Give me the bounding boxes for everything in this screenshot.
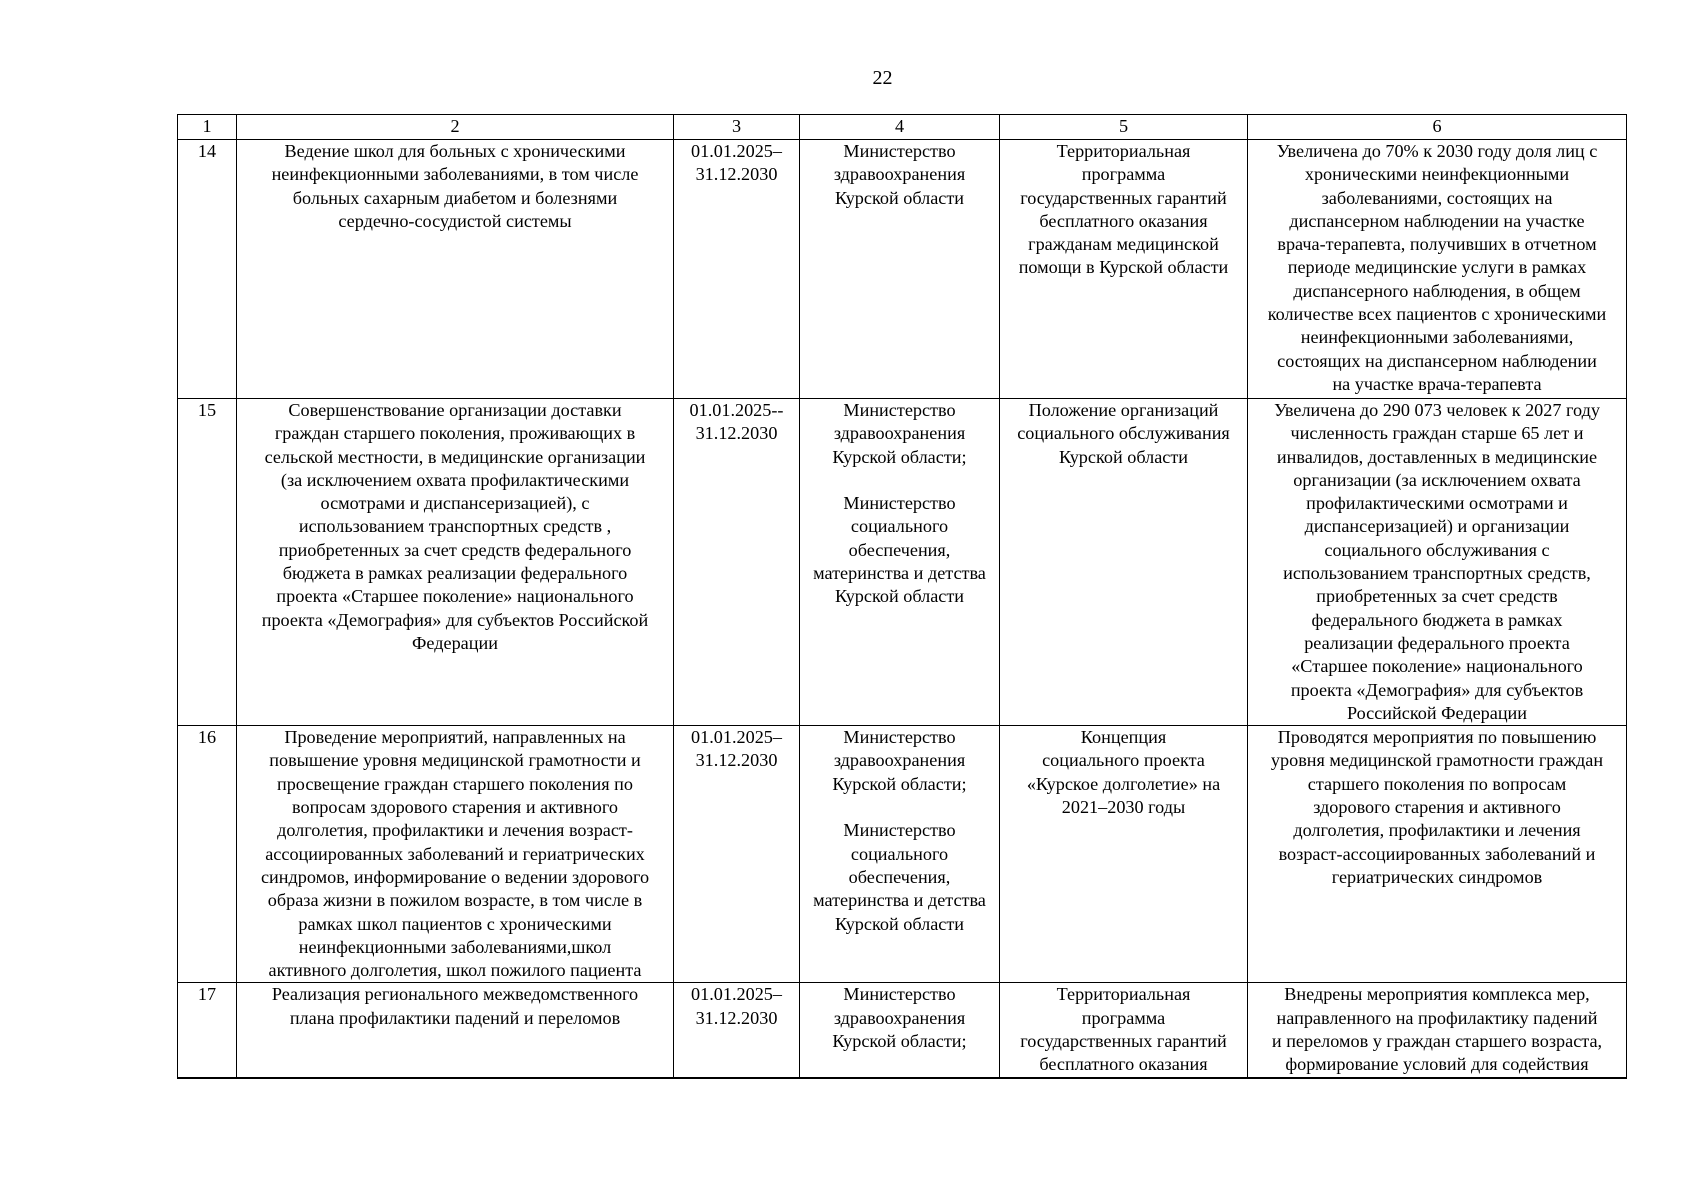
cell-line: плана профилактики падений и переломов <box>289 1007 621 1028</box>
cell-line: приобретенных за счет средств <box>1316 586 1558 607</box>
cell-line: просвещение граждан старшего поколения по <box>276 773 634 794</box>
cell-line: 31.12.2030 <box>695 423 778 444</box>
cell-line: направленного на профилактику падений <box>1276 1007 1598 1028</box>
cell-line: Проведение мероприятий, направленных на <box>284 727 626 748</box>
cell-line: Курской области; <box>832 446 967 467</box>
cell-line: инвалидов, доставленных в медицинские <box>1276 446 1598 467</box>
cell-line: заболеваниями, состоящих на <box>1321 187 1553 208</box>
measures-table <box>177 114 1627 1079</box>
cell-line: вопросам здорового старения и активного <box>292 797 618 818</box>
cell-line: состоящих на диспансерном наблюдении <box>1277 350 1597 371</box>
cell-line: врача-терапевта, получивших в отчетном <box>1277 234 1597 255</box>
cell-line: образа жизни в пожилом возрасте, в том числе в <box>267 890 643 911</box>
cell-line: 31.12.2030 <box>695 1007 778 1028</box>
executors-cell <box>800 399 1000 726</box>
cell-line: здравоохранения <box>833 1007 966 1028</box>
cell-line: бесплатного оказания <box>1039 1054 1208 1075</box>
row-number-cell: 16 <box>178 726 237 983</box>
result-cell <box>1248 399 1627 726</box>
cell-line: сельской местности, в медицинские организации <box>264 446 646 467</box>
cell-line: организации (за исключением охвата <box>1293 469 1581 490</box>
cell-line: 31.12.2030 <box>695 750 778 771</box>
cell-line: неинфекционными заболеваниями, <box>1300 327 1574 348</box>
cell-line: обеспечения, <box>848 539 951 560</box>
cell-line: неинфекционными заболеваниями,школ <box>298 936 612 957</box>
cell-line: использованием транспортных средств, <box>1283 563 1591 584</box>
cell-line: реализации федерального проекта <box>1304 632 1570 653</box>
cell-line: 01.01.2025– <box>691 141 782 161</box>
cell-line: старшего поколения по вопросам <box>1307 773 1567 794</box>
cell-line: Реализация регионального межведомственного <box>271 984 639 1005</box>
cell-line: осмотрами и диспансеризацией), с <box>320 493 590 514</box>
cell-line: на участке врача-терапевта <box>1332 373 1542 394</box>
row-number-cell: 17 <box>178 983 237 1078</box>
cell-line: возраст-ассоциированных заболеваний и <box>1278 843 1596 864</box>
cell-line: синдромов, информирование о ведении здорового <box>260 866 650 887</box>
cell-line: Федерации <box>412 632 498 653</box>
result-cell <box>1248 140 1627 399</box>
cell-line: диспансерного наблюдения, в общем <box>1293 280 1581 301</box>
cell-line: численность граждан старше 65 лет и <box>1290 423 1584 444</box>
cell-line: активного долголетия, школ пожилого пациента <box>268 960 642 981</box>
cell-line: количестве всех пациентов с хроническими <box>1267 304 1607 325</box>
cell-line: повышение уровня медицинской грамотности и <box>269 750 641 771</box>
cell-line: Положение организаций <box>1028 400 1219 420</box>
result-cell <box>1248 983 1627 1078</box>
cell-line: здравоохранения <box>833 423 966 444</box>
cell-line: Министерство <box>843 727 956 748</box>
cell-line: Территориальная <box>1056 141 1191 161</box>
cell-line: Курской области <box>834 586 965 607</box>
cell-line: Совершенствование организации доставки <box>288 400 622 420</box>
cell-line: социального проекта <box>1042 750 1205 771</box>
cell-line: Министерство <box>843 493 956 514</box>
cell-line: Ведение школ для больных с хроническими <box>284 141 626 161</box>
cell-line: хроническими неинфекционными <box>1304 164 1570 185</box>
cell-line: периоде медицинские услуги в рамках <box>1287 257 1587 278</box>
cell-line: социального <box>850 843 949 864</box>
header-cell: 1 <box>178 115 237 140</box>
cell-line: Министерство <box>843 141 956 161</box>
cell-line: и переломов у граждан старшего возраста, <box>1271 1031 1603 1052</box>
cell-line: диспансеризацией) и организации <box>1304 516 1570 537</box>
cell-line: 31.12.2030 <box>695 164 778 185</box>
cell-line: Российской Федерации <box>1346 702 1528 723</box>
executor-gap <box>802 469 997 492</box>
period-cell <box>674 983 800 1078</box>
cell-line: материнства и детства <box>813 563 986 584</box>
period-cell <box>674 399 800 726</box>
table-row <box>178 983 1627 1078</box>
cell-line: Внедрены мероприятия комплекса мер, <box>1284 984 1590 1005</box>
cell-line: долголетия, профилактики и лечения возраст- <box>277 820 633 841</box>
cell-line: Курской области <box>1058 446 1189 467</box>
cell-line: формирование условий для содействия <box>1285 1054 1589 1075</box>
cell-line: материнства и детства <box>813 890 986 911</box>
header-cell: 3 <box>674 115 800 140</box>
cell-line: рамках школ пациентов с хроническими <box>298 913 612 934</box>
cell-line: Курской области; <box>832 1031 967 1052</box>
header-cell: 6 <box>1248 115 1627 140</box>
measure-cell <box>237 399 674 726</box>
cell-line: сердечно-сосудистой системы <box>338 210 572 231</box>
cell-line: уровня медицинской грамотности граждан <box>1270 750 1604 771</box>
header-cell: 5 <box>1000 115 1248 140</box>
cell-line: «Курское долголетие» на <box>1026 773 1221 794</box>
cell-line: проекта «Старшее поколение» национального <box>276 586 634 607</box>
table-row <box>178 726 1627 983</box>
executor-gap <box>802 796 997 819</box>
cell-line: бесплатного оказания <box>1039 210 1208 231</box>
basis-cell <box>1000 983 1248 1078</box>
cell-line: (за исключением охвата профилактическими <box>280 469 630 490</box>
cell-line: использованием транспортных средств , <box>298 516 612 537</box>
cell-line: программа <box>1081 164 1166 185</box>
basis-cell <box>1000 399 1248 726</box>
basis-cell <box>1000 726 1248 983</box>
cell-line: гражданам медицинской <box>1028 234 1219 255</box>
cell-line: проекта «Демография» для субъектов Российской <box>261 609 649 630</box>
cell-line: Увеличена до 290 073 человек к 2027 году <box>1274 400 1600 420</box>
cell-line: 01.01.2025– <box>691 727 782 748</box>
cell-line: Курской области <box>834 187 965 208</box>
cell-line: приобретенных за счет средств федерального <box>278 539 632 560</box>
cell-line: программа <box>1081 1007 1166 1028</box>
cell-line: Курской области; <box>832 773 967 794</box>
cell-line: федерального бюджета в рамках <box>1311 609 1563 630</box>
cell-line: Курской области <box>834 913 965 934</box>
table-body <box>178 115 1627 1078</box>
cell-line: обеспечения, <box>848 866 951 887</box>
cell-line: ассоциированных заболеваний и гериатрических <box>265 843 645 864</box>
table-header-row <box>178 115 1627 140</box>
cell-line: Увеличена до 70% к 2030 году доля лиц с <box>1276 141 1598 161</box>
cell-line: здравоохранения <box>833 750 966 771</box>
cell-line: Концепция <box>1080 727 1167 748</box>
cell-line: профилактическими осмотрами и <box>1306 493 1568 514</box>
cell-line: государственных гарантий <box>1020 187 1227 208</box>
cell-line: социального <box>850 516 949 537</box>
page-number: 22 <box>872 67 893 89</box>
result-cell <box>1248 726 1627 983</box>
table-row <box>178 140 1627 399</box>
row-number-cell: 14 <box>178 140 237 399</box>
executors-cell <box>800 140 1000 399</box>
cell-line: Министерство <box>843 984 956 1005</box>
cell-line: Министерство <box>843 400 956 420</box>
cell-line: 01.01.2025– <box>691 984 782 1005</box>
cell-line: «Старшее поколение» национального <box>1291 656 1583 677</box>
cell-line: больных сахарным диабетом и болезнями <box>292 187 618 208</box>
cell-line: 2021–2030 годы <box>1061 797 1186 818</box>
measure-cell <box>237 726 674 983</box>
cell-line: проекта «Демография» для субъектов <box>1290 679 1584 700</box>
cell-line: здравоохранения <box>833 164 966 185</box>
cell-line: государственных гарантий <box>1020 1031 1227 1052</box>
cell-line: гериатрических синдромов <box>1331 866 1543 887</box>
executors-cell <box>800 726 1000 983</box>
cell-line: социального обслуживания <box>1017 423 1230 444</box>
cell-line: неинфекционными заболеваниями, в том числе <box>271 164 639 185</box>
header-cell: 4 <box>800 115 1000 140</box>
period-cell <box>674 140 800 399</box>
cell-line: Проводятся мероприятия по повышению <box>1277 727 1597 748</box>
cell-line: помощи в Курской области <box>1018 257 1229 278</box>
cell-line: Территориальная <box>1056 984 1191 1005</box>
cell-line: бюджета в рамках реализации федерального <box>282 563 628 584</box>
row-number-cell: 15 <box>178 399 237 726</box>
cell-line: граждан старшего поколения, проживающих в <box>274 423 636 444</box>
cell-line: Министерство <box>843 820 956 841</box>
period-cell <box>674 726 800 983</box>
cell-line: диспансерном наблюдении на участке <box>1289 210 1585 231</box>
cell-line: здорового старения и активного <box>1313 797 1561 818</box>
measure-cell <box>237 983 674 1078</box>
basis-cell <box>1000 140 1248 399</box>
executors-cell <box>800 983 1000 1078</box>
cell-line: долголетия, профилактики и лечения <box>1293 820 1581 841</box>
cell-line: социального обслуживания с <box>1324 539 1550 560</box>
header-cell: 2 <box>237 115 674 140</box>
cell-line: 01.01.2025-- <box>689 400 784 420</box>
measure-cell <box>237 140 674 399</box>
table-row <box>178 399 1627 726</box>
